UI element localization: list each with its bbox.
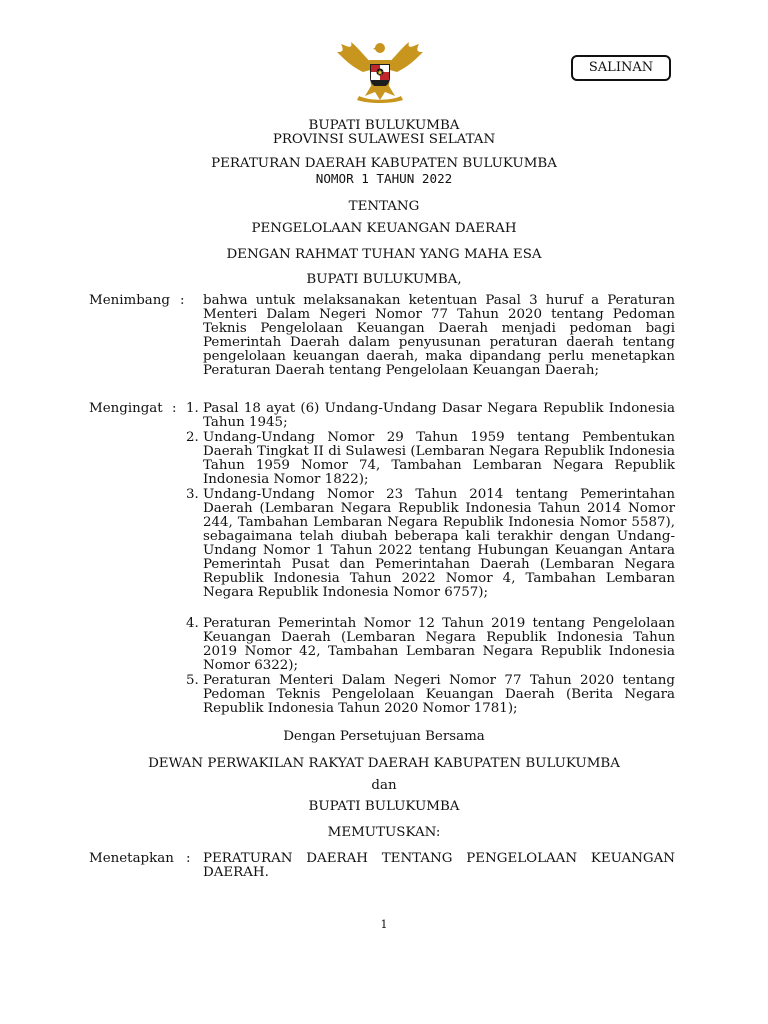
joint-approval-line: Dengan Persetujuan Bersama	[283, 729, 485, 744]
province-heading: PROVINSI SULAWESI SELATAN	[272, 132, 496, 147]
menetapkan-colon: :	[186, 851, 191, 866]
and-line: dan	[371, 778, 397, 793]
item-number: 1.	[186, 401, 199, 416]
garuda-emblem-icon	[333, 38, 427, 104]
decides-heading: MEMUTUSKAN:	[327, 825, 441, 840]
menimbang-text: bahwa untuk melaksanakan ketentuan Pasal 3 huruf a Peraturan Menteri Dalam Negeri Nomor 77 Tahun 2020 tentang Pedoman Teknis Pengelolaan Keuangan Daerah menjadi pedoman bagi Pemerintah Daerah dalam penyusunan peraturan daerah tentang pengelolaan keuangan daerah, maka dipandang perlu menetapkan Peraturan Daerah tentang Pengelolaan Keuangan Daerah;	[203, 293, 675, 378]
item-number: 5.	[186, 673, 199, 688]
item-number: 2.	[186, 430, 199, 445]
mengingat-colon: :	[172, 401, 177, 416]
item-text: Undang-Undang Nomor 23 Tahun 2014 tentang Pemerintahan Daerah (Lembaran Negara Republik Indonesia Tahun 2014 Nomor 244, Tambahan Lembaran Negara Republik Indonesia Nomor 5587), sebagaimana telah diubah beberapa kali terakhir dengan Undang-Undang Nomor 1 Tahun 2022 tentang Hubungan Keuangan Antara Pemerintah Pusat dan Pemerintahan Daerah (Lembaran Negara Republik Indonesia Tahun 2022 Nomor 4, Tambahan Lembaran Negara Republik Indonesia Nomor 6757);	[203, 487, 675, 600]
mengingat-label: Mengingat	[89, 401, 163, 416]
item-number: 4.	[186, 616, 199, 631]
salinan-stamp: SALINAN	[571, 55, 671, 81]
about-heading: TENTANG	[348, 199, 420, 214]
regulation-title: PERATURAN DAERAH KABUPATEN BULUKUMBA	[211, 156, 557, 171]
page-number: 1	[380, 918, 388, 931]
subject-heading: PENGELOLAAN KEUANGAN DAERAH	[251, 221, 517, 236]
item-number: 3.	[186, 487, 199, 502]
regulation-number: NOMOR 1 TAHUN 2022	[315, 171, 453, 186]
menimbang-colon: :	[180, 293, 185, 308]
menetapkan-label: Menetapkan	[89, 851, 174, 866]
menetapkan-text: PERATURAN DAERAH TENTANG PENGELOLAAN KEUANGAN DAERAH.	[203, 851, 675, 880]
council-name: DEWAN PERWAKILAN RAKYAT DAERAH KABUPATEN BULUKUMBA	[148, 756, 620, 771]
blessing-line: DENGAN RAHMAT TUHAN YANG MAHA ESA	[226, 247, 542, 262]
regent-heading: BUPATI BULUKUMBA	[308, 118, 460, 133]
item-text: Peraturan Pemerintah Nomor 12 Tahun 2019 tentang Pengelolaan Keuangan Daerah (Lembaran Negara Republik Indonesia Tahun 2019 Nomor 42, Tambahan Lembaran Negara Republik Indonesia Nomor 6322);	[203, 616, 675, 673]
item-text: Undang-Undang Nomor 29 Tahun 1959 tentang Pembentukan Daerah Tingkat II di Sulawesi (Lembaran Negara Republik Indonesia Tahun 1959 Nomor 74, Tambahan Lembaran Negara Republik Indonesia Nomor 1822);	[203, 430, 675, 487]
item-text: Peraturan Menteri Dalam Negeri Nomor 77 Tahun 2020 tentang Pedoman Teknis Pengelolaan Keuangan Daerah (Berita Negara Republik Indonesia Tahun 2020 Nomor 1781);	[203, 673, 675, 716]
menimbang-label: Menimbang	[89, 293, 170, 308]
regent-opening: BUPATI BULUKUMBA,	[306, 272, 462, 287]
approval-regent: BUPATI BULUKUMBA	[308, 799, 460, 814]
item-text: Pasal 18 ayat (6) Undang-Undang Dasar Negara Republik Indonesia Tahun 1945;	[203, 401, 675, 430]
